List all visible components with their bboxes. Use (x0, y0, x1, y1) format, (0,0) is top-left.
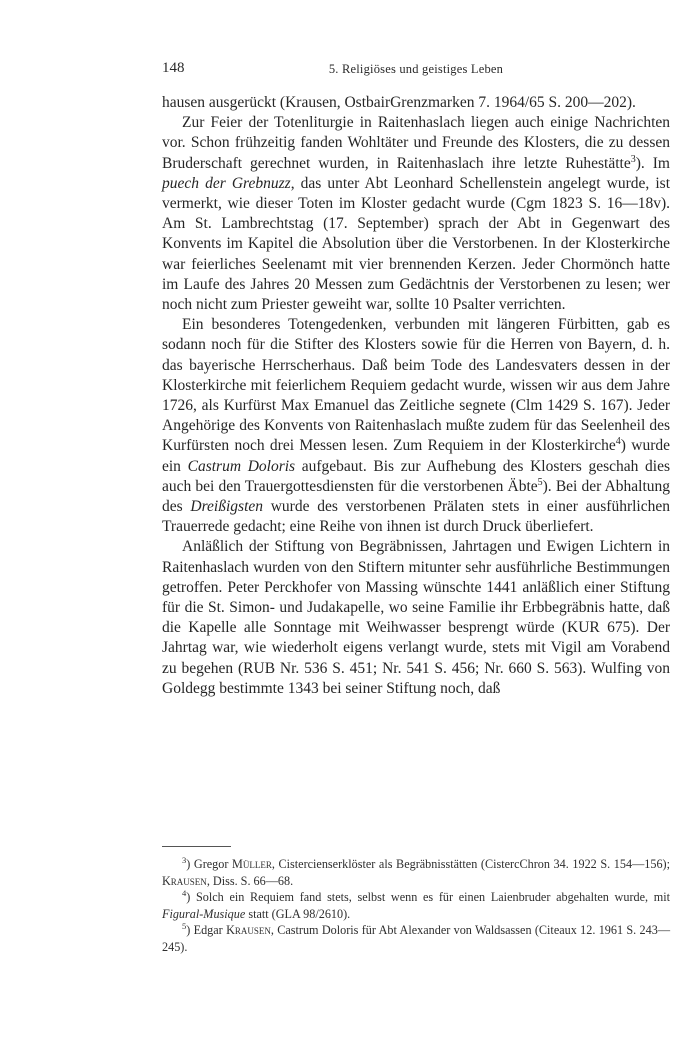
page-header (162, 60, 670, 82)
footnotes (162, 856, 670, 955)
footnote-reference: 3 (630, 153, 636, 165)
text-run: ) Solch ein Requiem fand stets, selbst wenn es für einen Laienbruder abgehalten wurde, mit (186, 890, 670, 904)
italic-text: Castrum Doloris (187, 457, 296, 475)
text-run: Anläßlich der Stiftung von Begräbnissen, Jahrtagen und Ewigen Lichtern in Raitenhaslach wurden von den Stiftern mitunter sehr ausführliche Bestimmungen getroffen. Peter Perckhofer von Massing wünschte 1441 anläßlich einer Stiftung für die St. Simon- und Judakapelle, wo seine Familie ihr Erbbegräbnis hatte, daß die Kapelle alle Sonntage mit Weihwasser besprengt würde (KUR 675). Der Jahrtag war, wie wiederholt eigens verlangt wurde, stets mit Vigil am Vorabend zu begehen (RUB Nr. 536 S. 451; Nr. 541 S. 456; Nr. 660 S. 563). Wulfing von Goldegg bestimmte 1343 bei seiner Stiftung noch, daß (162, 538, 670, 697)
paragraph (162, 315, 670, 537)
text-run: , Cistercienserklöster als Begräbnisstätten (CistercChron 34. 1922 S. 154—156); (271, 857, 670, 871)
footnote (162, 922, 670, 955)
footnote-reference: 5 (537, 476, 543, 488)
text-run: statt (GLA 98/2610). (245, 906, 351, 921)
text-run: , das unter Abt Leonhard Schellenstein angelegt wurde, ist vermerkt, wie dieser Toten im Kloster gedacht wurde (Cgm 1823 S. 16—18v). Am St. Lambrechtstag (17. September) sprach der Abt in Gegenwart des Konvents im Kapitel die Absolution über die Verstorbenen. In der Klosterkirche war feierliches Seelenamt mit vier brennenden Kerzen. Jeder Chormönch hatte im Laufe des Jahres 20 Messen zum Gedächtnis der Verstorbenen zu lesen; wer noch nicht zum Priester geweiht war, sollte 10 Psalter verrichten. (162, 174, 670, 314)
footnote-mark: 5 (182, 920, 187, 931)
page-number: 148 (162, 60, 185, 76)
author-name: Krausen (226, 923, 271, 937)
footnote (162, 889, 670, 922)
paragraph (162, 537, 670, 699)
text-run: hausen ausgerückt (Krausen, OstbairGrenzmarken 7. 1964/65 S. 200—202). (162, 94, 636, 111)
italic-text: Dreißigsten (190, 498, 264, 516)
footnote-mark: 3 (182, 854, 187, 865)
text-run: ) Edgar (186, 923, 227, 937)
footnote-divider (162, 846, 231, 847)
text-run: wurde des verstorbenen Prälaten stets in einer ausführlichen Trauerrede gedacht; eine Reihe von ihnen ist durch Druck überliefert. (162, 498, 670, 536)
italic-text: Figural-Musique (162, 906, 246, 921)
body-text (162, 93, 670, 699)
running-head: 5. Religiöses und geistiges Leben (328, 62, 504, 76)
author-name: Müller (232, 857, 272, 871)
text-run: Zur Feier der Totenliturgie in Raitenhaslach liegen auch einige Nachrichten vor. Schon frühzeitig fanden Wohltäter und Freunde des Klosters, die zu dessen Bruderschaft gerechnet wurden, in Raitenhaslach ihre letzte Ruhestätte (162, 114, 670, 172)
author-name: Krausen (162, 873, 207, 888)
text-run: , Diss. S. 66—68. (206, 873, 294, 888)
italic-text: puech der Grebnuzz (162, 174, 291, 192)
paragraph (162, 113, 670, 315)
text-run: Ein besonderes Totengedenken, verbunden mit längeren Fürbitten, gab es sodann noch für die Stifter des Klosters sowie für die Herren von Bayern, d. h. das bayerische Herrscherhaus. Daß beim Tode des Landesvaters dessen in der Klosterkirche mit feierlichem Requiem gedacht wurde, wissen wir aus dem Jahre 1726, als Kurfürst Max Emanuel das Zeitliche segnete (Clm 1429 S. 167). Jeder Angehörige des Konvents von Raitenhaslach mußte zudem für das Seelenheil des Kurfürsten noch drei Messen lesen. Zum Requiem in der Klosterkirche (162, 316, 670, 455)
footnote-mark: 4 (182, 887, 187, 898)
text-run: aufgebaut. Bis zur Aufhebung des Klosters geschah dies auch bei den Trauergottesdiensten für die verstorbenen Äbte (162, 457, 671, 495)
paragraph (162, 93, 670, 113)
text-run: ). Bei der Abhaltung des (162, 477, 671, 516)
text-run: ) Gregor (186, 857, 233, 871)
text-run: ). Im (635, 154, 670, 172)
footnote-reference: 4 (615, 436, 621, 448)
text-run: , Castrum Doloris für Abt Alexander von Waldsassen (Citeaux 12. 1961 S. 243—245). (162, 923, 671, 954)
text-run: ) wurde ein (162, 437, 670, 475)
footnote (162, 856, 670, 889)
